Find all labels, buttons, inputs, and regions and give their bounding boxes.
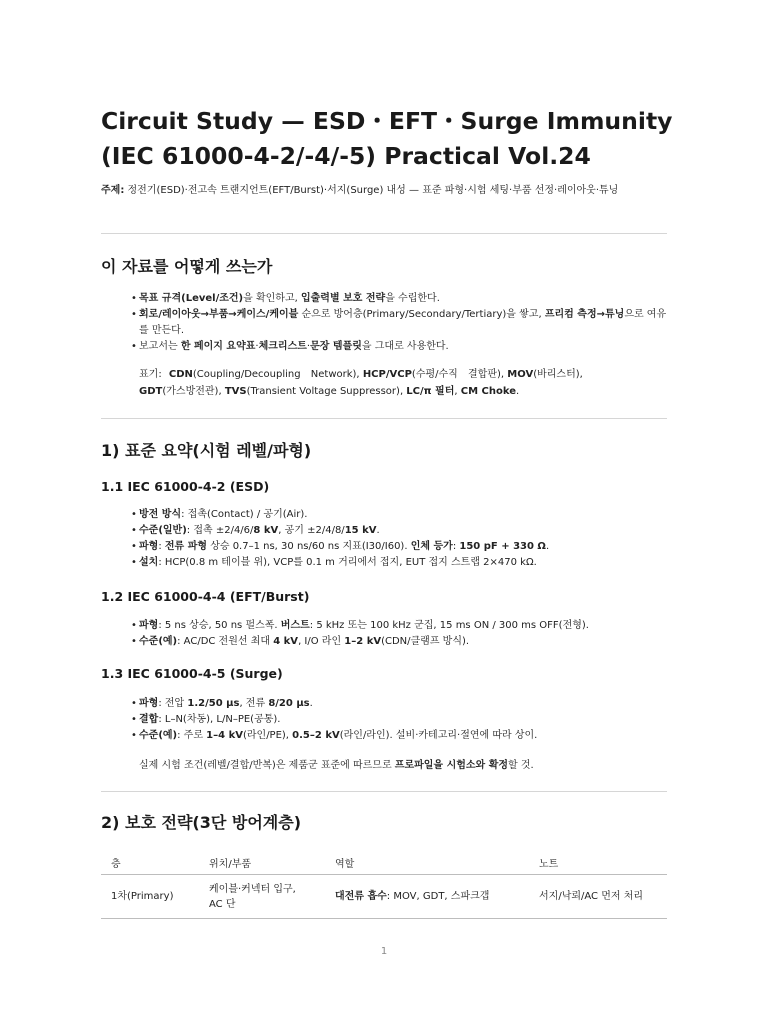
column-header: 역할 (325, 850, 529, 875)
usage-heading: 이 자료를 어떻게 쓰는가 (101, 257, 273, 276)
esd-list (131, 507, 671, 571)
test-profile-note: 실제 시험 조건(레벨/결합/반복)은 제품군 표준에 따르므로 프로파일을 시험소와 확정할 것. (139, 760, 534, 771)
subsection-1-2-heading: 1.2 IEC 61000-4-4 (EFT/Burst) (101, 589, 310, 604)
divider (101, 791, 667, 792)
table-cell-location: 케이블·커넥터 입구, AC 단 (199, 875, 325, 919)
list-item: • 보고서는 한 페이지 요약표·체크리스트·문장 템플릿을 그대로 사용한다. (131, 339, 671, 355)
section-2-heading: 2) 보호 전략(3단 방어계층) (101, 813, 302, 832)
column-header: 위치/부품 (199, 850, 325, 875)
list-item: • 목표 규격(Level/조건)을 확인하고, 입출력별 보호 전략을 수립한다. (131, 291, 671, 307)
eft-list (131, 618, 671, 650)
divider (101, 233, 667, 234)
column-header: 노트 (529, 850, 667, 875)
list-item: • 설치: HCP(0.8 m 테이블 위), VCP를 0.1 m 거리에서 접지, EUT 접지 스트랩 2×470 kΩ. (131, 555, 671, 571)
list-item: • 결합: L–N(차동), L/N–PE(공통). (131, 712, 671, 728)
table-cell-note: 서지/낙뢰/AC 먼저 처리 (529, 875, 667, 919)
list-item: • 파형: 5 ns 상승, 50 ns 펄스폭. 버스트: 5 kHz 또는 100 kHz 군집, 15 ms ON / 300 ms OFF(전형). (131, 618, 671, 634)
divider (101, 418, 667, 419)
usage-list (131, 291, 671, 355)
table-cell-role: 대전류 흡수: MOV, GDT, 스파크갭 (325, 875, 529, 919)
column-header: 층 (101, 850, 199, 875)
notation-note: 표기: CDN(Coupling/Decoupling Network), HCP/VCP(수평/수직 결합판), MOV(바리스터), GDT(가스방전관), TVS(Transient Voltage Suppressor), LC/π 필터, CM Choke. (139, 369, 583, 397)
surge-list (131, 696, 671, 744)
list-item: • 회로/레이아웃→부품→케이스/케이블 순으로 방어층(Primary/Secondary/Tertiary)을 쌓고, 프리컴 측정→튜닝으로 여유를 만든다. (131, 307, 671, 339)
table-cell-layer: 1차(Primary) (101, 875, 199, 919)
protection-layer-table (101, 850, 667, 919)
table-header-row (101, 850, 667, 875)
list-item: • 수준(예): 주로 1–4 kV(라인/PE), 0.5–2 kV(라인/라인). 설비·카테고리·절연에 따라 상이. (131, 728, 671, 744)
list-item: • 수준(예): AC/DC 전원선 최대 4 kV, I/O 라인 1–2 kV(CDN/클램프 방식). (131, 634, 671, 650)
table-row (101, 875, 667, 919)
document-title: Circuit Study — ESD・EFT・Surge Immunity (IEC 61000-4-2/-4/-5) Practical Vol.24 (101, 107, 673, 170)
section-1-heading: 1) 표준 요약(시험 레벨/파형) (101, 441, 312, 460)
subsection-1-1-heading: 1.1 IEC 61000-4-2 (ESD) (101, 479, 270, 494)
subject-text: 정전기(ESD)·전고속 트랜지언트(EFT/Burst)·서지(Surge) 내성 — 표준 파형·시험 세팅·부품 선정·레이아웃·튜닝 (127, 185, 619, 196)
subsection-1-3-heading: 1.3 IEC 61000-4-5 (Surge) (101, 666, 283, 681)
subject-line (101, 182, 671, 199)
list-item: • 파형: 전압 1.2/50 µs, 전류 8/20 µs. (131, 696, 671, 712)
list-item: • 수준(일반): 접촉 ±2/4/6/8 kV, 공기 ±2/4/8/15 kV. (131, 523, 671, 539)
subject-label: 주제: (101, 185, 125, 196)
list-item: • 방전 방식: 접촉(Contact) / 공기(Air). (131, 507, 671, 523)
list-item: • 파형: 전류 파형 상승 0.7–1 ns, 30 ns/60 ns 지표(I30/I60). 인체 등가: 150 pF + 330 Ω. (131, 539, 671, 555)
page-number: 1 (380, 946, 388, 957)
